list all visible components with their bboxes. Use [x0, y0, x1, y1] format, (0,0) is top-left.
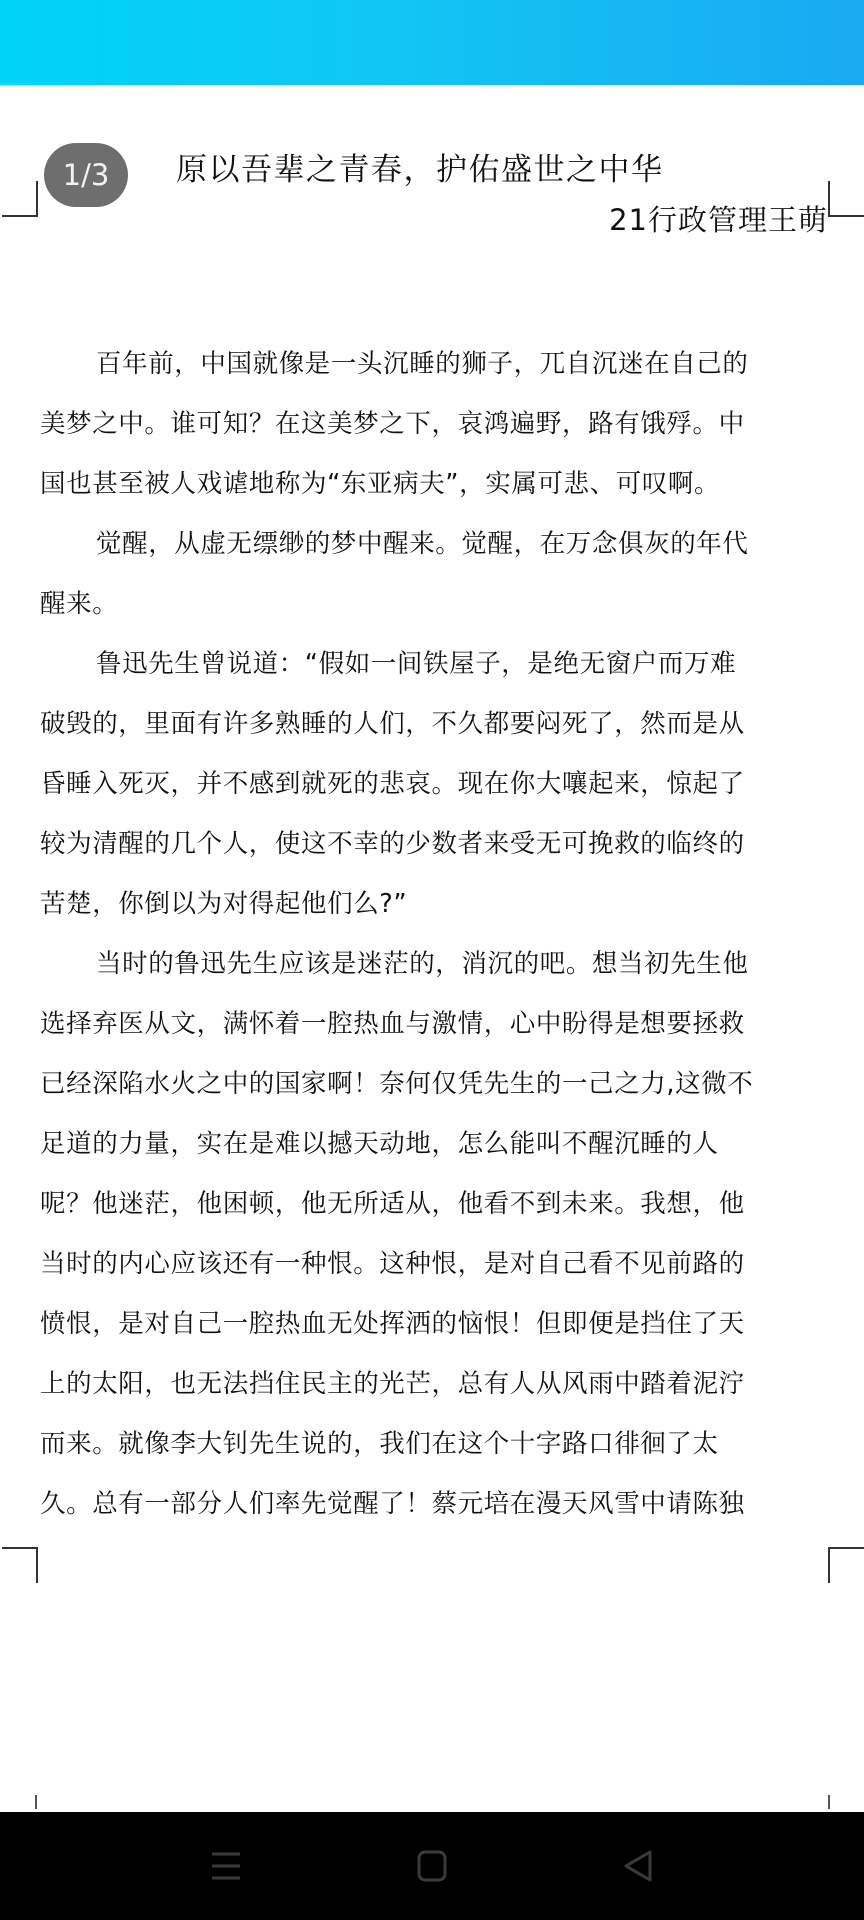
body-line: 百年前，中国就像是一头沉睡的狮子，兀自沉迷在自己的: [96, 349, 749, 379]
system-navigation-bar: [0, 1812, 864, 1920]
home-icon: [400, 1834, 464, 1898]
document-author: 21行政管理王萌: [609, 203, 828, 237]
body-line: 昏睡入死灭，并不感到就死的悲哀。现在你大嚷起来，惊起了: [40, 769, 745, 799]
page-edge-mark-right: [828, 1795, 830, 1809]
body-line: 苦楚，你倒以为对得起他们么?”: [40, 889, 408, 919]
body-line: 愤恨，是对自己一腔热血无处挥洒的恼恨！但即便是挡住了天: [40, 1309, 745, 1339]
body-line: 久。总有一部分人们率先觉醒了！蔡元培在漫天风雪中请陈独: [40, 1489, 745, 1519]
body-line: 国也甚至被人戏谑地称为“东亚病夫”，实属可悲、可叹啊。: [40, 469, 721, 499]
body-line: 较为清醒的几个人，使这不幸的少数者来受无可挽救的临终的: [40, 829, 745, 859]
back-icon: [606, 1834, 670, 1898]
body-line: 呢？他迷茫，他困顿，他无所适从，他看不到未来。我想，他: [40, 1189, 745, 1219]
top-status-bar: [0, 0, 864, 85]
crop-mark-top-left: [2, 181, 38, 217]
back-button[interactable]: [606, 1834, 670, 1898]
document-title: 原以吾辈之青春，护佑盛世之中华: [176, 152, 664, 188]
body-line: 上的太阳，也无法挡住民主的光芒，总有人从风雨中踏着泥泞: [40, 1369, 745, 1399]
body-line: 而来。就像李大钊先生说的，我们在这个十字路口徘徊了太: [40, 1429, 719, 1459]
page-indicator-badge: 1/3: [44, 143, 128, 207]
home-button[interactable]: [400, 1834, 464, 1898]
body-line: 醒来。: [40, 589, 119, 619]
body-line: 当时的内心应该还有一种恨。这种恨，是对自己看不见前路的: [40, 1249, 745, 1279]
crop-mark-bottom-right: [828, 1547, 864, 1583]
crop-mark-bottom-left: [2, 1547, 38, 1583]
body-line: 觉醒，从虚无缥缈的梦中醒来。觉醒，在万念俱灰的年代: [96, 529, 749, 559]
body-line: 当时的鲁迅先生应该是迷茫的，消沉的吧。想当初先生他: [96, 949, 749, 979]
body-line: 选择弃医从文，满怀着一腔热血与激情，心中盼得是想要拯救: [40, 1009, 745, 1039]
body-line: 美梦之中。谁可知？在这美梦之下，哀鸿遍野，路有饿殍。中: [40, 409, 745, 439]
page-edge-mark-left: [35, 1795, 37, 1809]
menu-icon: [194, 1834, 258, 1898]
body-line: 鲁迅先生曾说道：“假如一间铁屋子，是绝无窗户而万难: [96, 649, 737, 679]
menu-button[interactable]: [194, 1834, 258, 1898]
body-line: 已经深陷水火之中的国家啊！奈何仅凭先生的一己之力,这微不: [40, 1069, 754, 1099]
body-line: 破毁的，里面有许多熟睡的人们，不久都要闷死了，然而是从: [40, 709, 745, 739]
crop-mark-top-right: [828, 181, 864, 217]
body-line: 足道的力量，实在是难以撼天动地，怎么能叫不醒沉睡的人: [40, 1129, 719, 1159]
